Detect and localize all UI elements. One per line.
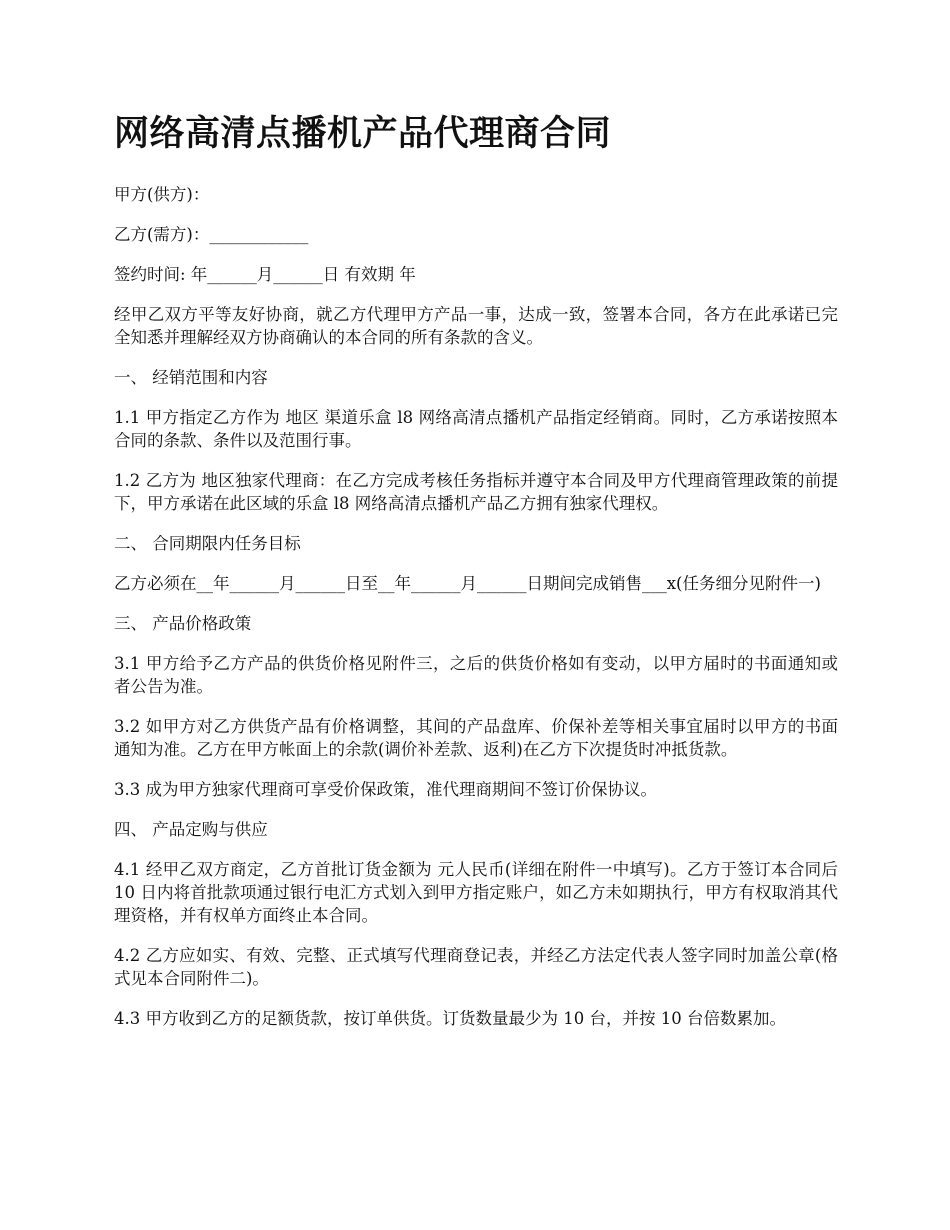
clause-1-1: 1.1 甲方指定乙方作为 地区 渠道乐盒 l8 网络高清点播机产品指定经销商。同时，乙方承诺按照本合同的条款、条件以及范围行事。 — [114, 408, 838, 450]
clause-2-target: 乙方必须在__年______月______日至__年______月______日期间完成销售___x(任务细分见附件一) — [114, 574, 821, 593]
clause-4-2: 4.2 乙方应如实、有效、完整、正式填写代理商登记表，并经乙方法定代表人签字同时加盖公章(格式见本合同附件二)。 — [114, 946, 838, 988]
party-b-line: 乙方(需方)：____________ — [114, 225, 309, 244]
document-title: 网络高清点播机产品代理商合同 — [114, 114, 612, 154]
clause-1-2: 1.2 乙方为 地区独家代理商：在乙方完成考核任务指标并遵守本合同及甲方代理商管理政策的前提下，甲方承诺在此区域的乐盒 l8 网络高清点播机产品乙方拥有独家代理权。 — [114, 471, 838, 513]
section-heading-3: 三、 产品价格政策 — [114, 614, 252, 633]
section-heading-1: 一、 经销范围和内容 — [114, 368, 268, 387]
signing-time-line: 签约时间: 年______月______日 有效期 年 — [114, 265, 416, 284]
section-heading-2: 二、 合同期限内任务目标 — [114, 534, 301, 553]
clause-3-2: 3.2 如甲方对乙方供货产品有价格调整，其间的产品盘库、价保补差等相关事宜届时以甲方的书面通知为准。乙方在甲方帐面上的余款(调价补差款、返利)在乙方下次提货时冲抵货款。 — [114, 717, 838, 759]
party-a-line: 甲方(供方)： — [114, 185, 210, 204]
intro-paragraph: 经甲乙双方平等友好协商，就乙方代理甲方产品一事，达成一致，签署本合同，各方在此承诺已完全知悉并理解经双方协商确认的本合同的所有条款的含义。 — [114, 305, 838, 347]
clause-3-1: 3.1 甲方给予乙方产品的供货价格见附件三，之后的供货价格如有变动，以甲方届时的书面通知或者公告为准。 — [114, 654, 838, 696]
clause-3-3: 3.3 成为甲方独家代理商可享受价保政策，准代理商期间不签订价保协议。 — [114, 780, 657, 799]
section-heading-4: 四、 产品定购与供应 — [114, 820, 268, 839]
clause-4-1: 4.1 经甲乙双方商定，乙方首批订货金额为 元人民币(详细在附件一中填写)。乙方于签订本合同后 10 日内将首批款项通过银行电汇方式划入到甲方指定账户，如乙方未如期执行，甲方有权取消其代理资格，并有权单方面终止本合同。 — [114, 860, 838, 925]
clause-4-3: 4.3 甲方收到乙方的足额货款，按订单供货。订货数量最少为 10 台，并按 10 台倍数累加。 — [114, 1009, 786, 1028]
